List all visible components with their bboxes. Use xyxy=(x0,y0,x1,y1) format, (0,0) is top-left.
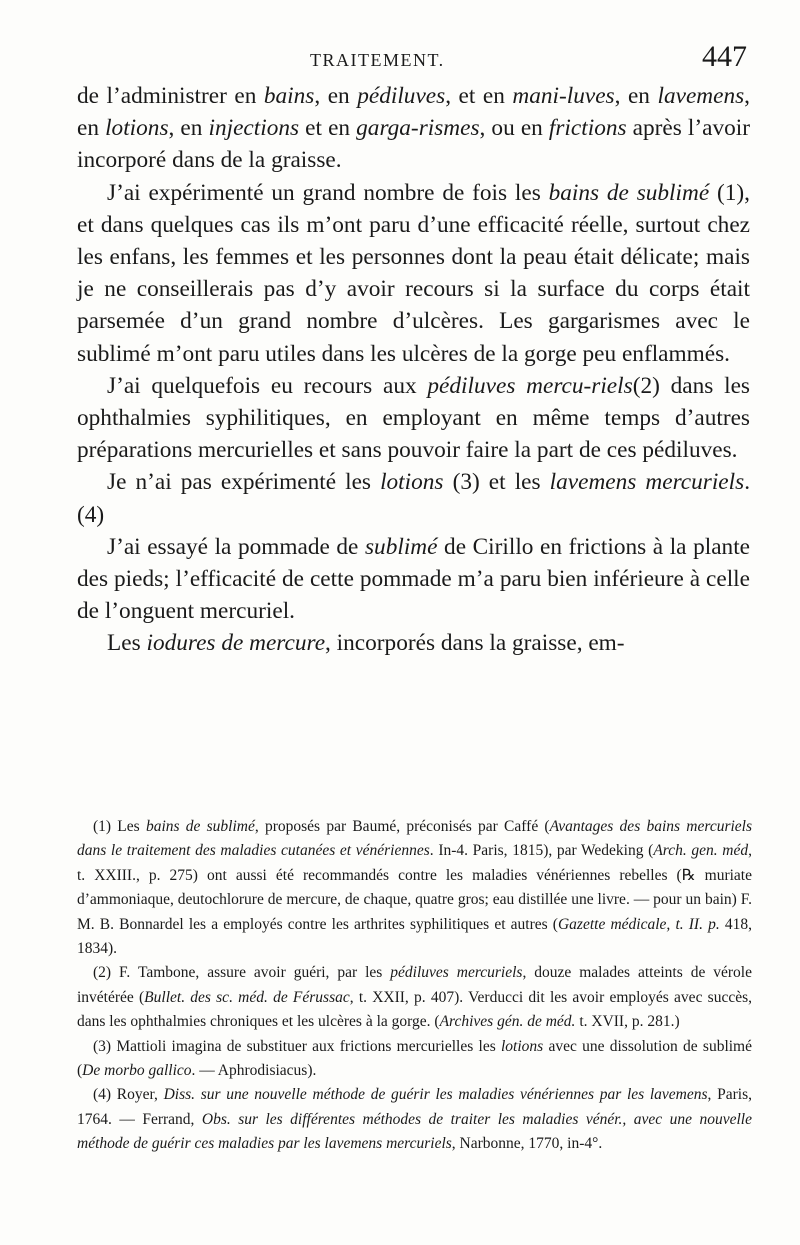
text-run: (4) Royer, xyxy=(93,1086,164,1104)
italic-text: pédiluves mercuriels xyxy=(390,964,523,982)
paragraph-1 xyxy=(77,80,750,177)
text-run: , en xyxy=(168,115,209,142)
text-run: de l’administrer en xyxy=(77,83,264,109)
italic-text: bains de sublimé xyxy=(548,179,710,206)
text-run: . In-4. Paris, 1815), par Wedeking ( xyxy=(429,842,654,860)
text-run: (1) Les xyxy=(93,818,146,835)
italic-text: pédiluves mercu-riels xyxy=(427,372,633,399)
italic-text: iodures de mercure xyxy=(146,630,326,657)
body-text xyxy=(77,80,750,660)
text-run: , en xyxy=(77,83,750,142)
italic-text: bains xyxy=(263,83,315,109)
italic-text: Obs. sur les différentes méthodes de traiter les maladies vénér., avec une nouvelle méthode de guérir ces maladies par les lavemens mercuriels xyxy=(77,1110,752,1153)
text-run: , Paris, 1764. — Ferrand, xyxy=(77,1086,752,1128)
text-run: après l’avoir incorporé dans de la graisse. xyxy=(77,115,750,174)
paragraph-4 xyxy=(77,466,750,530)
italic-text: sublimé xyxy=(364,533,438,560)
italic-text: lotions xyxy=(105,115,169,142)
italic-text: injections xyxy=(208,115,300,142)
text-run: . (4) xyxy=(77,469,751,528)
text-run: , ou en xyxy=(479,115,549,142)
italic-text: Gazette médicale, t. II. p. xyxy=(557,915,720,933)
footnote-3 xyxy=(77,1035,752,1084)
italic-text: frictions xyxy=(548,115,627,142)
text-run: de Cirillo en frictions à la plante des pieds; l’efficacité de cette pommade m’a paru bien inférieure à celle de l’onguent mercuriel. xyxy=(77,533,751,625)
text-run: , en xyxy=(614,83,658,109)
text-run: (2) F. Tambone, assure avoir guéri, par les xyxy=(93,964,391,982)
text-run: , incorporés dans la graisse, em- xyxy=(325,630,625,657)
italic-text: lavemens mercuriels xyxy=(549,469,745,496)
paragraph-3 xyxy=(77,370,750,467)
text-run: J’ai expérimenté un grand nombre de fois les xyxy=(107,179,549,206)
text-run: et en xyxy=(299,115,357,142)
text-run: Les xyxy=(107,630,147,657)
footnote-1 xyxy=(77,815,752,961)
text-run: , Narbonne, 1770, in-4°. xyxy=(451,1135,603,1153)
page-number: 447 xyxy=(702,40,747,73)
text-run: , en xyxy=(314,83,358,109)
italic-text: lotions xyxy=(380,469,444,496)
text-run: (3) et les xyxy=(443,469,550,496)
text-run: (1), et dans quelques cas ils m’ont paru d’une efficacité réelle, surtout chez les enfans, les femmes et les personnes dont la peau était délicate; mais je ne conseillerais pas d’y avoir recours si la surface du corps était parsemée d’un grand nombre d’ulcères. Les gargarismes avec le sublimé m’ont paru utiles dans les ulcères de la gorge peu enflammés. xyxy=(77,179,750,367)
text-run: t. XVII, p. 281.) xyxy=(575,1013,680,1031)
text-run: J’ai quelquefois eu recours aux xyxy=(107,372,428,399)
text-run: . — Aphrodisiacus). xyxy=(191,1062,317,1080)
footnotes xyxy=(77,815,752,1157)
text-run: , proposés par Baumé, préconisés par Caffé ( xyxy=(254,818,550,835)
text-run: , et en xyxy=(445,83,513,109)
footnote-2 xyxy=(77,961,752,1034)
italic-text: Archives gén. de méd. xyxy=(439,1013,576,1031)
italic-text: bains de sublimé xyxy=(145,818,255,835)
italic-text: lotions xyxy=(501,1037,544,1055)
paragraph-6 xyxy=(77,627,750,659)
footnote-4 xyxy=(77,1083,752,1156)
italic-text: De morbo gallico xyxy=(82,1062,192,1080)
italic-text: garga-rismes xyxy=(356,115,480,142)
italic-text: pédiluves xyxy=(357,83,446,109)
text-run: , t. XXII, p. 407). Verducci dit les avoir employés avec succès, dans les ophthalmies chroniques et les ulcères à la gorge. ( xyxy=(77,988,752,1031)
italic-text: Arch. gen. méd xyxy=(653,842,749,860)
italic-text: mani-luves xyxy=(512,83,615,109)
text-run: , douze malades atteints de vérole invétérée ( xyxy=(77,964,752,1006)
text-run: 418, 1834). xyxy=(77,915,753,958)
text-run: J’ai essayé la pommade de xyxy=(107,533,365,560)
text-run: Je n’ai pas expérimenté les xyxy=(107,469,381,496)
paragraph-2 xyxy=(77,177,750,370)
text-run: (3) Mattioli imagina de substituer aux frictions mercurielles les xyxy=(93,1037,501,1055)
running-title: TRAITEMENT. xyxy=(310,50,445,70)
italic-text: Bullet. des sc. méd. de Férussac xyxy=(144,988,350,1006)
paragraph-5 xyxy=(77,531,750,628)
italic-text: Avantages des bains mercuriels dans le traitement des maladies cutanées et vénériennes xyxy=(77,818,753,860)
italic-text: Diss. sur une nouvelle méthode de guérir les maladies vénériennes par les lavemens xyxy=(163,1086,708,1104)
text-run: (2) dans les ophthalmies syphilitiques, en employant en même temps d’autres préparations mercurielles et sans pouvoir faire la part de ces pédiluves. xyxy=(77,372,751,464)
text-run: avec une dissolution de sublimé ( xyxy=(77,1037,752,1080)
italic-text: lavemens xyxy=(657,83,745,109)
text-run: , t. XXIII., p. 275) ont aussi été recommandés contre les maladies vénériennes rebelles (℞ muriate d’ammoniaque, deutochlorure de mercure, de chaque, quatre gros; eau distillée une livre. — pour un bain) F. M. B. Bonnardel les a employés contre les arthrites syphilitiques et autres ( xyxy=(77,842,752,933)
